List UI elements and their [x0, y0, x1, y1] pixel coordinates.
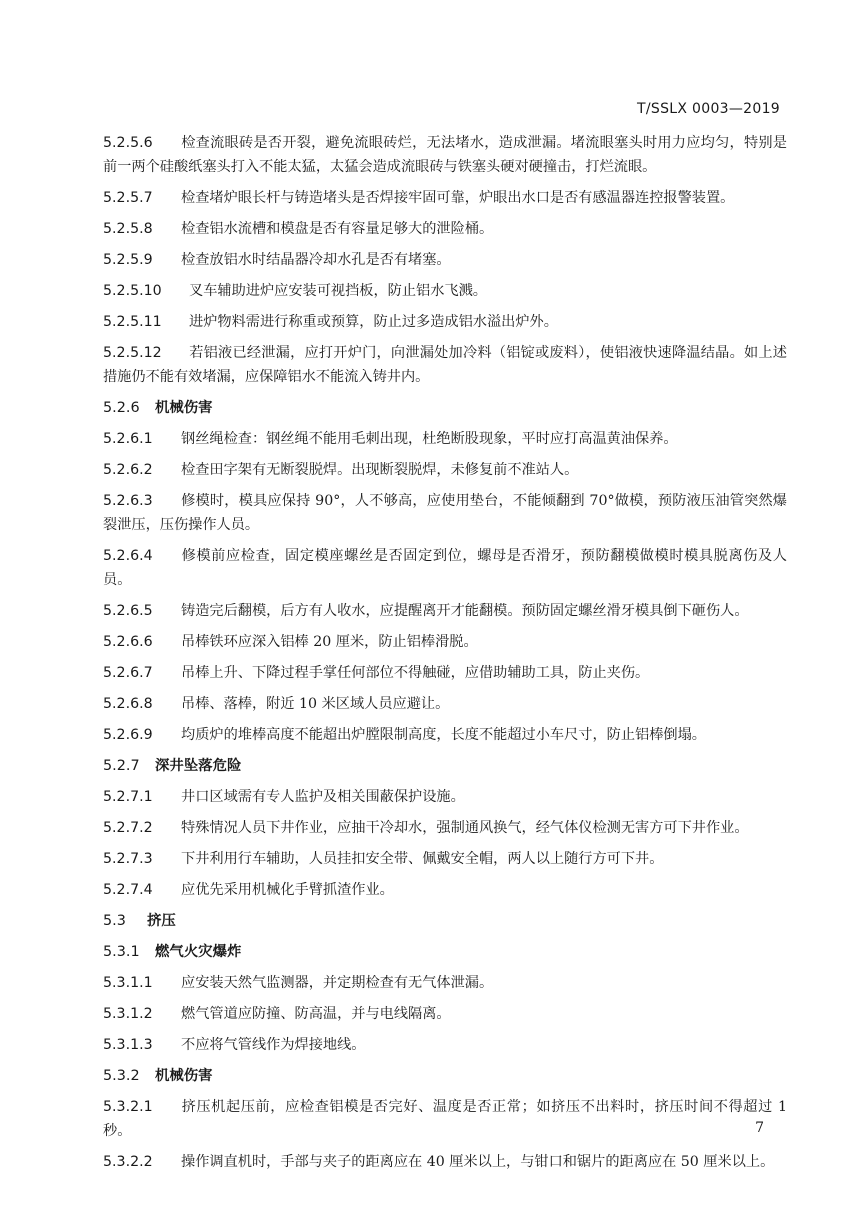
clause-text: 应安装天然气监测器，并定期检查有无气体泄漏。	[181, 975, 494, 991]
clause-text: 检查田字架有无断裂脱焊。出现断裂脱焊，未修复前不准站人。	[181, 462, 579, 478]
clause-number: 5.3.1.3	[103, 1037, 153, 1053]
clause-paragraph	[103, 1095, 787, 1143]
clause-text: 吊棒铁环应深入铝棒 20 厘米，防止铝棒滑脱。	[181, 634, 478, 650]
clause-text: 不应将气管线作为焊接地线。	[181, 1037, 366, 1053]
clause-paragraph	[103, 1033, 787, 1057]
clause-paragraph	[103, 427, 787, 451]
clause-number: 5.2.5.10	[103, 283, 162, 299]
clause-text: 修模时，模具应保持 90°，人不够高，应使用垫台，不能倾翻到 70°做模，预防液压油管突然爆裂泄压，压伤操作人员。	[103, 493, 787, 533]
clause-text: 若铝液已经泄漏，应打开炉门，向泄漏处加冷料（铝锭或废料），使铝液快速降温结晶。如上述措施仍不能有效堵漏，应保障铝水不能流入铸井内。	[103, 345, 787, 385]
clause-paragraph	[103, 878, 787, 902]
heading-number: 5.3.1	[103, 944, 140, 960]
heading-title: 深井坠落危险	[155, 758, 242, 774]
clause-number: 5.2.5.8	[103, 221, 153, 237]
clause-text: 应优先采用机械化手臂抓渣作业。	[181, 882, 394, 898]
section-heading	[103, 909, 787, 933]
clause-number: 5.2.7.2	[103, 820, 153, 836]
clause-number: 5.2.6.4	[103, 548, 153, 564]
clause-paragraph	[103, 971, 787, 995]
clause-text: 铸造完后翻模，后方有人收水，应提醒离开才能翻模。预防固定螺丝滑牙模具倒下砸伤人。	[181, 603, 749, 619]
document-body	[103, 131, 787, 1181]
clause-number: 5.2.6.8	[103, 696, 153, 712]
clause-number: 5.2.6.1	[103, 431, 153, 447]
heading-number: 5.3	[103, 913, 126, 929]
clause-number: 5.2.6.2	[103, 462, 153, 478]
clause-paragraph	[103, 661, 787, 685]
clause-paragraph	[103, 186, 787, 210]
clause-number: 5.2.5.6	[103, 135, 153, 151]
clause-text: 挤压机起压前，应检查铝模是否完好、温度是否正常；如挤压不出料时，挤压时间不得超过 1 秒。	[103, 1099, 787, 1139]
clause-paragraph	[103, 723, 787, 747]
clause-number: 5.2.7.1	[103, 789, 153, 805]
subsection-heading	[103, 754, 787, 778]
subsection-heading	[103, 396, 787, 420]
clause-number: 5.2.7.4	[103, 882, 153, 898]
clause-number: 5.2.5.9	[103, 252, 153, 268]
clause-paragraph	[103, 816, 787, 840]
heading-title: 挤压	[147, 913, 176, 929]
heading-title: 机械伤害	[155, 1068, 213, 1084]
clause-paragraph	[103, 847, 787, 871]
clause-text: 检查堵炉眼长杆与铸造堵头是否焊接牢固可靠，炉眼出水口是否有感温器连控报警装置。	[181, 190, 735, 206]
clause-text: 吊棒、落棒，附近 10 米区域人员应避让。	[181, 696, 450, 712]
clause-text: 操作调直机时，手部与夹子的距离应在 40 厘米以上，与钳口和锯片的距离应在 50 厘米以上。	[181, 1154, 775, 1170]
clause-paragraph	[103, 1002, 787, 1026]
clause-number: 5.3.2.2	[103, 1154, 153, 1170]
clause-text: 燃气管道应防撞、防高温，并与电线隔离。	[181, 1006, 451, 1022]
clause-number: 5.2.5.7	[103, 190, 153, 206]
heading-number: 5.2.6	[103, 400, 140, 416]
clause-paragraph	[103, 341, 787, 389]
clause-text: 进炉物料需进行称重或预算，防止过多造成铝水溢出炉外。	[189, 314, 558, 330]
clause-paragraph	[103, 248, 787, 272]
clause-paragraph	[103, 131, 787, 179]
clause-number: 5.3.1.2	[103, 1006, 153, 1022]
heading-title: 机械伤害	[155, 400, 213, 416]
clause-number: 5.2.6.3	[103, 493, 153, 509]
clause-number: 5.2.5.12	[103, 345, 162, 361]
clause-paragraph	[103, 279, 787, 303]
clause-paragraph	[103, 1150, 787, 1174]
clause-text: 钢丝绳检查：钢丝绳不能用毛刺出现，杜绝断股现象，平时应打高温黄油保养。	[181, 431, 678, 447]
page-number: 7	[755, 1120, 764, 1136]
clause-paragraph	[103, 599, 787, 623]
clause-paragraph	[103, 489, 787, 537]
clause-number: 5.2.6.7	[103, 665, 153, 681]
clause-text: 吊棒上升、下降过程手掌任何部位不得触碰，应借助辅助工具，防止夹伤。	[181, 665, 650, 681]
clause-paragraph	[103, 310, 787, 334]
clause-text: 检查铝水流槽和模盘是否有容量足够大的泄险桶。	[181, 221, 494, 237]
clause-number: 5.2.6.6	[103, 634, 153, 650]
clause-text: 下井利用行车辅助，人员挂扣安全带、佩戴安全帽，两人以上随行方可下井。	[181, 851, 664, 867]
clause-number: 5.2.5.11	[103, 314, 162, 330]
clause-text: 修模前应检查，固定模座螺丝是否固定到位，螺母是否滑牙，预防翻模做模时模具脱离伤及人员。	[103, 548, 787, 588]
clause-paragraph	[103, 785, 787, 809]
heading-number: 5.3.2	[103, 1068, 140, 1084]
clause-text: 特殊情况人员下井作业，应抽干冷却水，强制通风换气，经气体仪检测无害方可下井作业。	[181, 820, 749, 836]
clause-paragraph	[103, 630, 787, 654]
clause-number: 5.2.6.9	[103, 727, 153, 743]
clause-text: 检查流眼砖是否开裂，避免流眼砖烂，无法堵水，造成泄漏。堵流眼塞头时用力应均匀，特别是前一两个硅酸纸塞头打入不能太猛，太猛会造成流眼砖与铁塞头硬对硬撞击，打烂流眼。	[103, 135, 787, 175]
clause-text: 井口区域需有专人监护及相关围蔽保护设施。	[181, 789, 465, 805]
subsection-heading	[103, 1064, 787, 1088]
clause-paragraph	[103, 217, 787, 241]
clause-paragraph	[103, 458, 787, 482]
clause-number: 5.3.1.1	[103, 975, 153, 991]
clause-paragraph	[103, 692, 787, 716]
clause-text: 均质炉的堆棒高度不能超出炉膛限制高度，长度不能超过小车尺寸，防止铝棒倒塌。	[181, 727, 706, 743]
clause-number: 5.2.6.5	[103, 603, 153, 619]
clause-text: 叉车辅助进炉应安装可视挡板，防止铝水飞溅。	[189, 283, 487, 299]
clause-number: 5.3.2.1	[103, 1099, 153, 1115]
heading-title: 燃气火灾爆炸	[155, 944, 242, 960]
heading-number: 5.2.7	[103, 758, 140, 774]
clause-number: 5.2.7.3	[103, 851, 153, 867]
document-code: T/SSLX 0003—2019	[637, 101, 780, 117]
clause-text: 检查放铝水时结晶器冷却水孔是否有堵塞。	[181, 252, 451, 268]
clause-paragraph	[103, 544, 787, 592]
subsection-heading	[103, 940, 787, 964]
